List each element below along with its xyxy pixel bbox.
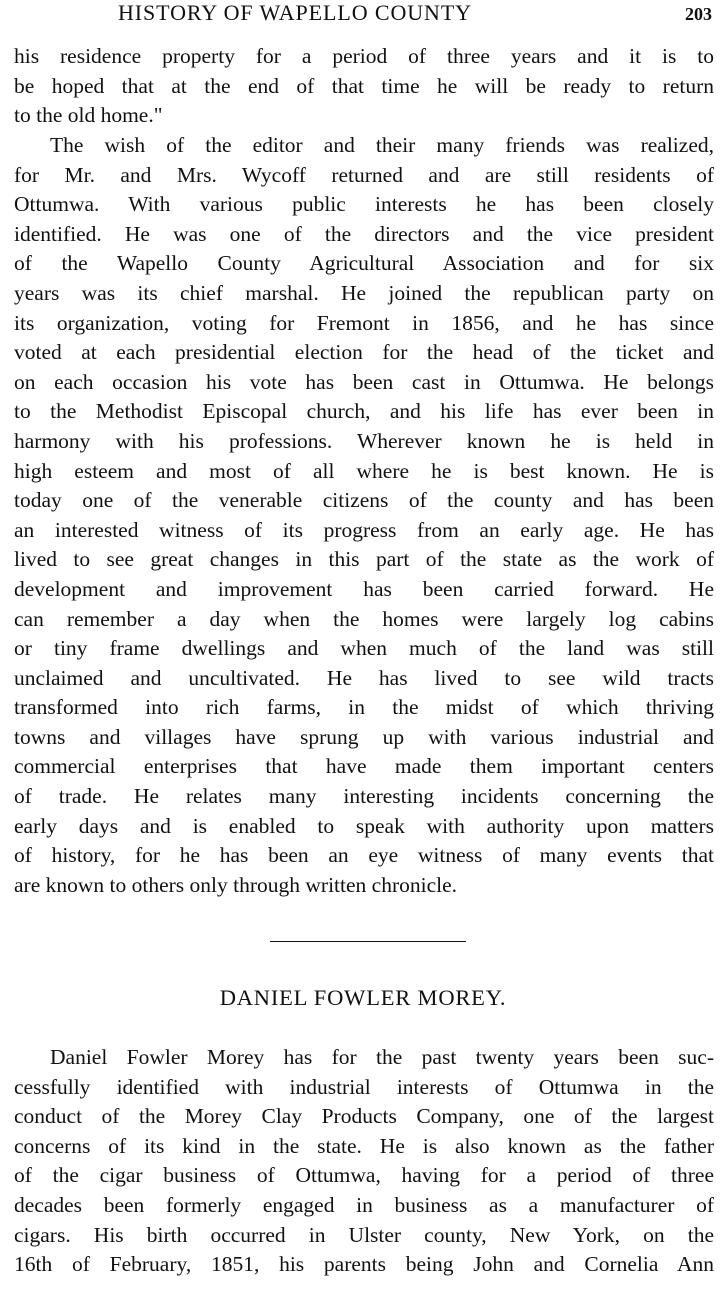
text-line: are known to others only through written chronicle. — [14, 872, 458, 897]
text-line: voted at each presidential election for the head of the ticket and — [14, 340, 714, 365]
text-line: be hoped that at the end of that time he will be ready to return — [14, 73, 714, 98]
text-line: years was its chief marshal. He joined the republican party on — [14, 280, 714, 305]
text-line: 16th of February, 1851, his parents being John and Cornelia Ann — [14, 1252, 714, 1277]
paragraph-continuation — [14, 42, 714, 131]
text-line: concerns of its kind in the state. He is also known as the father — [14, 1133, 714, 1158]
text-line: of trade. He relates many interesting incidents concerning the — [14, 784, 714, 809]
running-title: HISTORY OF WAPELLO COUNTY — [118, 0, 472, 25]
text-line: to the old home." — [14, 103, 163, 128]
text-line: development and improvement has been carried forward. He — [14, 576, 714, 601]
page-number: 203 — [685, 4, 712, 24]
text-line: of the cigar business of Ottumwa, having for a period of three — [14, 1163, 714, 1188]
text-line: his residence property for a period of three years and it is to — [14, 44, 714, 68]
section-divider — [270, 941, 466, 942]
text-line: for Mr. and Mrs. Wycoff returned and are still residents of — [14, 162, 714, 187]
text-line: to the Methodist Episcopal church, and his life has ever been in — [14, 399, 714, 424]
text-line: an interested witness of its progress from an early age. He has — [14, 517, 714, 542]
text-line: The wish of the editor and their many friends was realized, — [50, 133, 714, 157]
text-line: cessfully identified with industrial interests of Ottumwa in the — [14, 1074, 714, 1099]
text-line: early days and is enabled to speak with authority upon matters — [14, 813, 714, 838]
text-line: conduct of the Morey Clay Products Company, one of the largest — [14, 1104, 714, 1129]
paragraph-wycoff — [14, 131, 714, 900]
text-line: or tiny frame dwellings and when much of the land was still — [14, 636, 714, 661]
text-line: today one of the venerable citizens of the county and has been — [14, 488, 714, 513]
text-line: Daniel Fowler Morey has for the past twenty years been suc- — [50, 1045, 714, 1069]
running-header — [0, 0, 726, 30]
paragraph-morey — [14, 1043, 714, 1280]
text-line: towns and villages have sprung up with various industrial and — [14, 724, 714, 749]
text-line: identified. He was one of the directors and the vice president — [14, 221, 714, 246]
text-line: unclaimed and uncultivated. He has lived to see wild tracts — [14, 665, 714, 690]
text-line: Ottumwa. With various public interests he has been closely — [14, 192, 714, 217]
text-line: cigars. His birth occurred in Ulster county, New York, on the — [14, 1222, 714, 1247]
text-line: commercial enterprises that have made them important centers — [14, 754, 714, 779]
text-line: its organization, voting for Fremont in 1856, and he has since — [14, 310, 714, 335]
text-line: on each occasion his vote has been cast in Ottumwa. He belongs — [14, 369, 714, 394]
text-line: decades been formerly engaged in business as a manufacturer of — [14, 1192, 714, 1217]
text-line: harmony with his professions. Wherever known he is held in — [14, 428, 714, 453]
text-line: of the Wapello County Agricultural Association and for six — [14, 251, 714, 276]
text-line: of history, for he has been an eye witness of many events that — [14, 843, 714, 868]
section-heading: DANIEL FOWLER MOREY. — [219, 985, 507, 1010]
text-line: can remember a day when the homes were largely log cabins — [14, 606, 714, 631]
text-line: lived to see great changes in this part of the state as the work of — [14, 547, 714, 572]
text-line: high esteem and most of all where he is best known. He is — [14, 458, 714, 483]
text-line: transformed into rich farms, in the midst of which thriving — [14, 695, 714, 720]
